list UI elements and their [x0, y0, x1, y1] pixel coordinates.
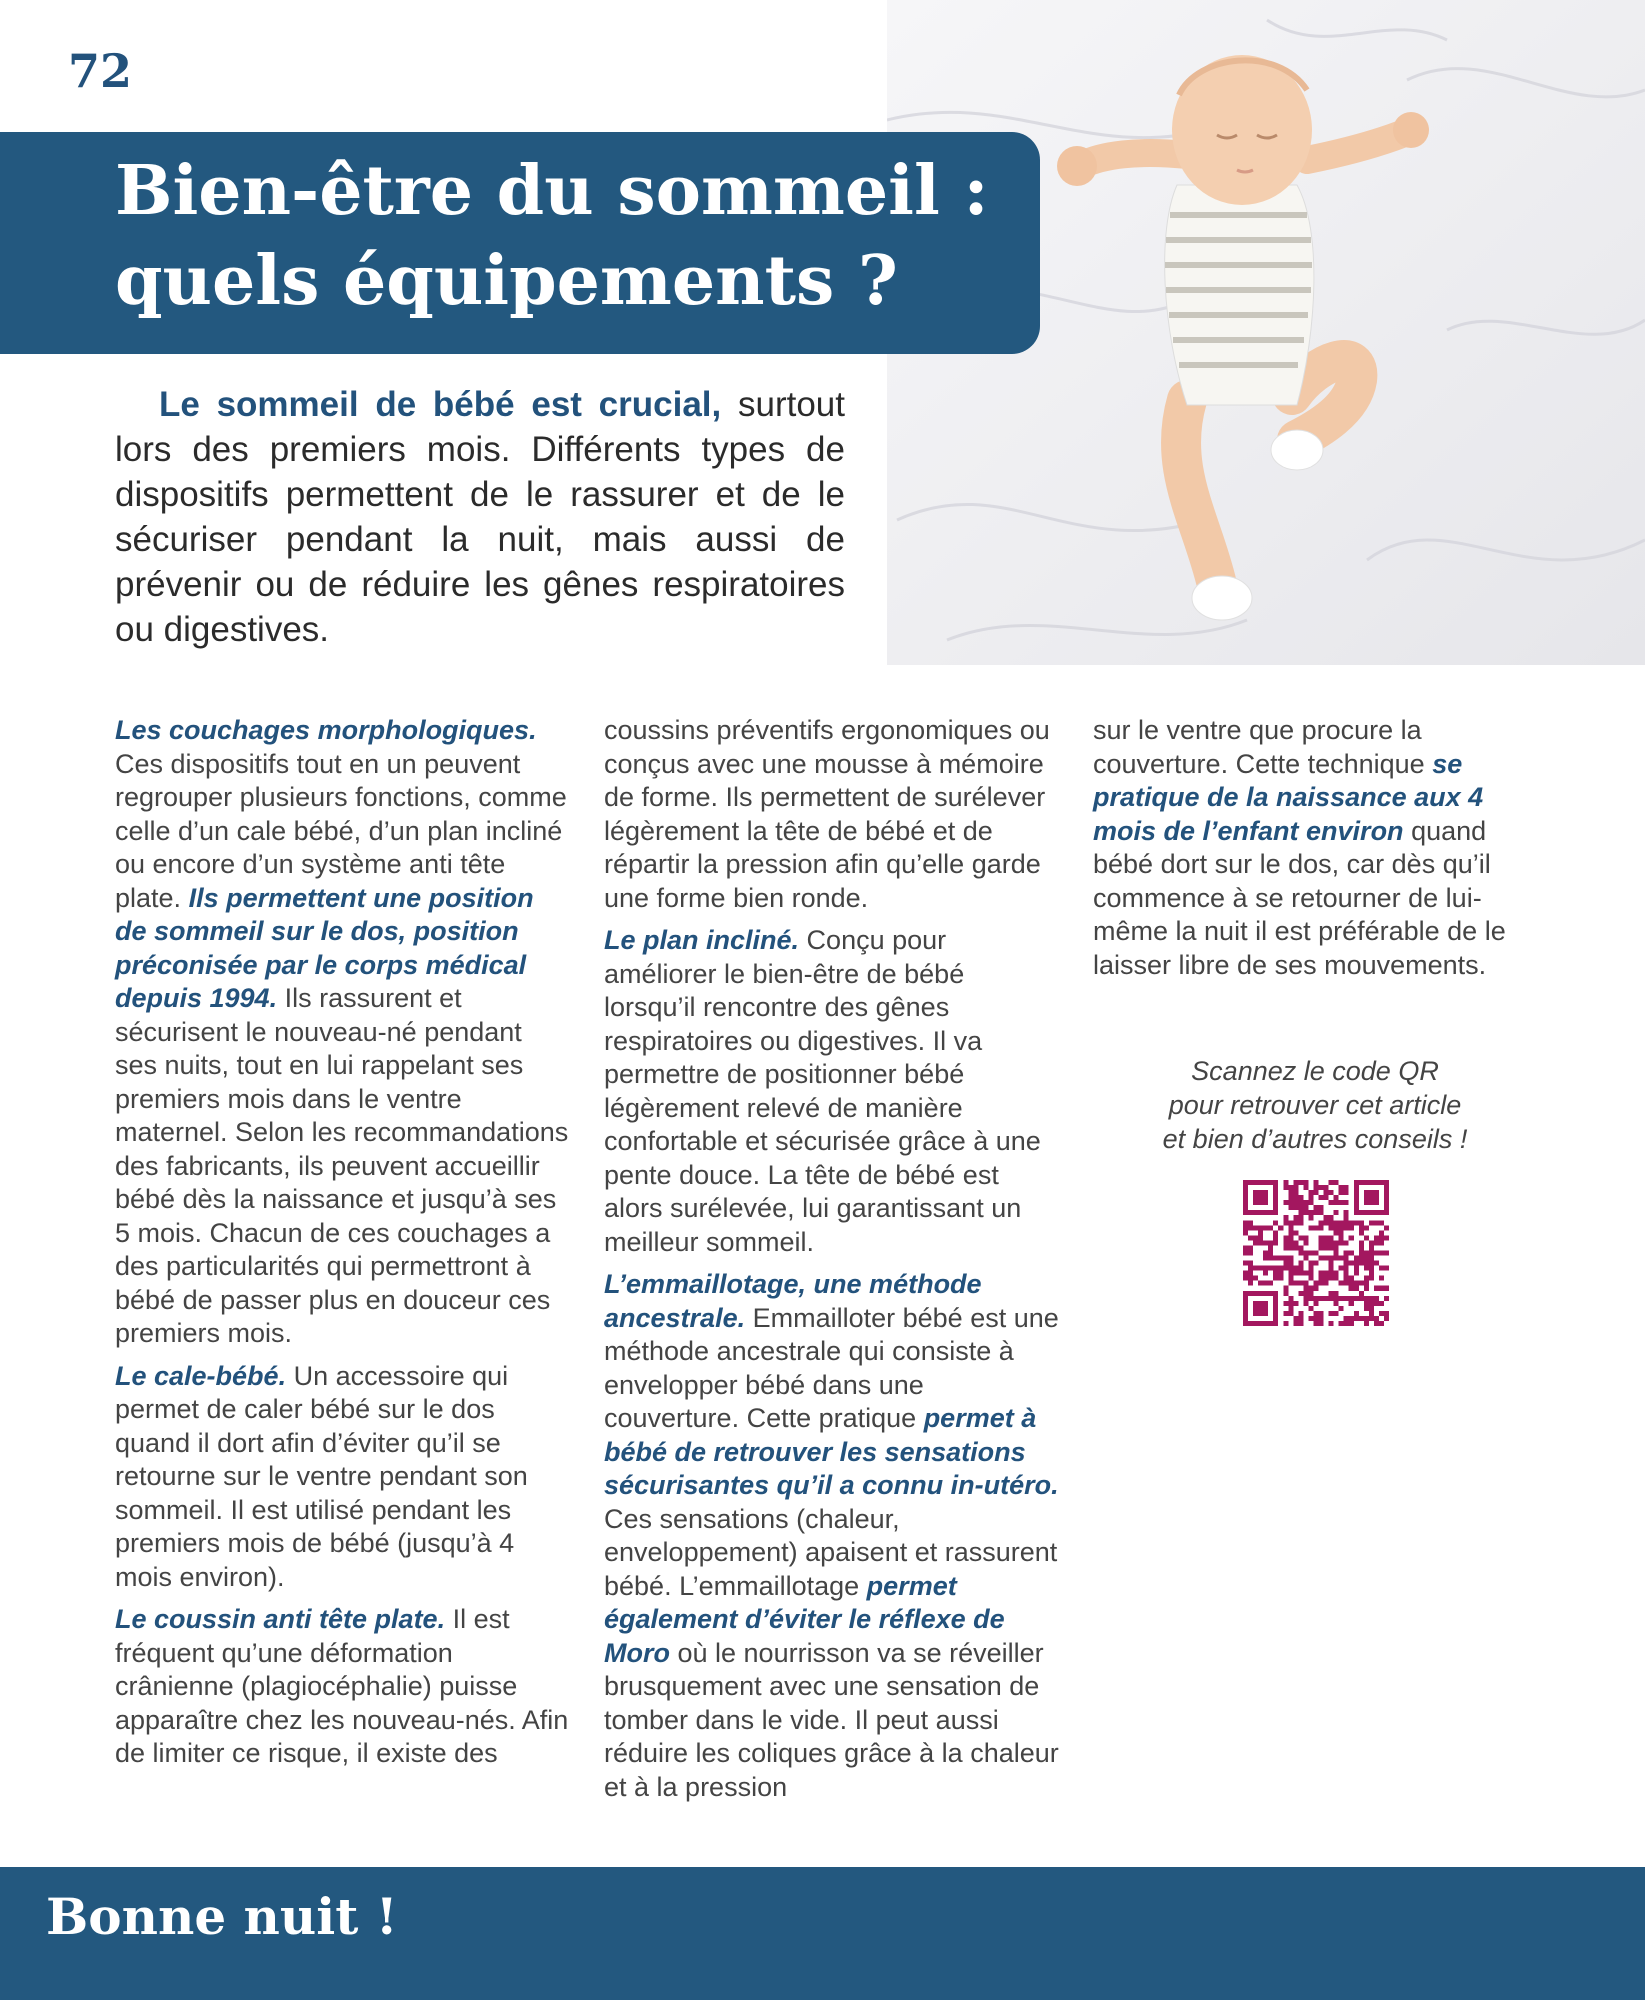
qr-caption	[1110, 1054, 1520, 1156]
page-title-line-2: quels équipements ?	[115, 241, 898, 321]
qr-code[interactable]	[1243, 1180, 1389, 1326]
highlight-text: permet également d’éviter le réflexe de Moro	[604, 1570, 1005, 1668]
page-title-line-1: Bien-être du sommeil :	[115, 151, 989, 231]
section-text: sur le ventre que procure la couverture. Cette technique	[1093, 715, 1433, 779]
section-text: où le nourrisson va se réveiller brusquement avec une sensation de tomber dans le vide. Il peut aussi réduire les coliques grâce à la chaleur et à la pression	[604, 1637, 1059, 1802]
page-number: 72	[68, 44, 133, 98]
footer-banner	[0, 1867, 1645, 2000]
section-heading: Le plan incliné.	[604, 925, 800, 955]
section-coussin-continued	[604, 714, 1059, 915]
section-heading: L’emmaillotage, une méthode ancestrale.	[604, 1269, 982, 1333]
section-text: Ils rassurent et sécurisent le nouveau-né pendant ses nuits, tout en lui rappelant ses premiers mois dans le ventre maternel. Selon les recommandations des fabricants, ils peuvent accueillir bébé dès la naissance et jusqu’à ses 5 mois. Chacun de ces couchages a des particularités qui permettront à bébé de passer plus en douceur ces premiers mois.	[115, 983, 569, 1348]
section-heading: Le coussin anti tête plate.	[115, 1604, 446, 1634]
intro-paragraph	[115, 382, 845, 652]
section-text: Conçu pour améliorer le bien-être de bébé lorsqu’il rencontre des gênes respiratoires ou digestives. Il va permettre de positionner bébé légèrement relevé de manière confortable et sécurisée grâce à une pente douce. La tête de bébé est alors surélevée, lui garantissant un meilleur sommeil.	[604, 925, 1041, 1257]
section-plan-incline	[604, 924, 1059, 1259]
qr-caption-line: pour retrouver cet article	[1168, 1090, 1462, 1120]
article-column-2	[604, 714, 1059, 1813]
highlight-text: se pratique de la naissance aux 4 mois de l’enfant environ	[1093, 748, 1484, 846]
highlight-text: Ils permettent une position de sommeil sur le dos, position préconisée par le corps médical depuis 1994.	[115, 882, 534, 1013]
section-emmaillotage	[604, 1268, 1059, 1804]
section-text: quand bébé dort sur le dos, car dès qu’il commence à se retourner de lui-même la nuit il est préférable de le laisser libre de ses mouvements.	[1093, 815, 1506, 980]
section-cale-bebe	[115, 1360, 570, 1595]
section-emmaillotage-continued	[1093, 714, 1553, 982]
highlight-text: permet à bébé de retrouver les sensations sécurisantes qu’il a connu in-utéro.	[604, 1403, 1059, 1500]
section-text: coussins préventifs ergonomiques ou conçus avec une mousse à mémoire de forme. Ils permettent de surélever légèrement la tête de bébé et de répartir la pression afin qu’elle garde une forme bien ronde.	[604, 715, 1050, 913]
intro-lead: Le sommeil de bébé est crucial,	[159, 385, 722, 424]
section-text: Ces sensations (chaleur, enveloppement) apaisent et rassurent bébé. L’emmaillotage	[604, 1503, 1058, 1601]
qr-caption-line: Scannez le code QR	[1191, 1056, 1439, 1086]
section-heading: Le cale-bébé.	[115, 1360, 287, 1391]
footer-text: Bonne nuit !	[46, 1887, 398, 1946]
article-column-1	[115, 714, 570, 1780]
title-banner	[0, 132, 1040, 354]
section-text: Un accessoire qui permet de caler bébé sur le dos quand il dort afin d’éviter qu’il se retourne sur le ventre pendant son sommeil. Il est utilisé pendant les premiers mois de bébé (jusqu’à 4 mois environ).	[115, 1360, 528, 1592]
section-text: Ces dispositifs tout en un peuvent regrouper plusieurs fonctions, comme celle d’un cale bébé, d’un plan incliné ou encore d’un système anti tête plate.	[115, 748, 567, 913]
section-couchages	[115, 714, 570, 1351]
section-text: Il est fréquent qu’une déformation crânienne (plagiocéphalie) puisse apparaître chez les nouveau-nés. Afin de limiter ce risque, il existe des	[115, 1604, 569, 1768]
qr-caption-line: et bien d’autres conseils !	[1162, 1124, 1468, 1154]
section-text: Emmailloter bébé est une méthode ancestrale qui consiste à envelopper bébé dans une couverture. Cette pratique	[604, 1302, 1059, 1433]
intro-text: surtout lors des premiers mois. Différents types de dispositifs permettent de le rassurer et de le sécuriser pendant la nuit, mais aussi de prévenir ou de réduire les gênes respiratoires ou digestives.	[115, 385, 845, 649]
article-column-3	[1093, 714, 1553, 991]
section-heading: Les couchages morphologiques.	[115, 715, 537, 745]
section-coussin	[115, 1603, 570, 1771]
